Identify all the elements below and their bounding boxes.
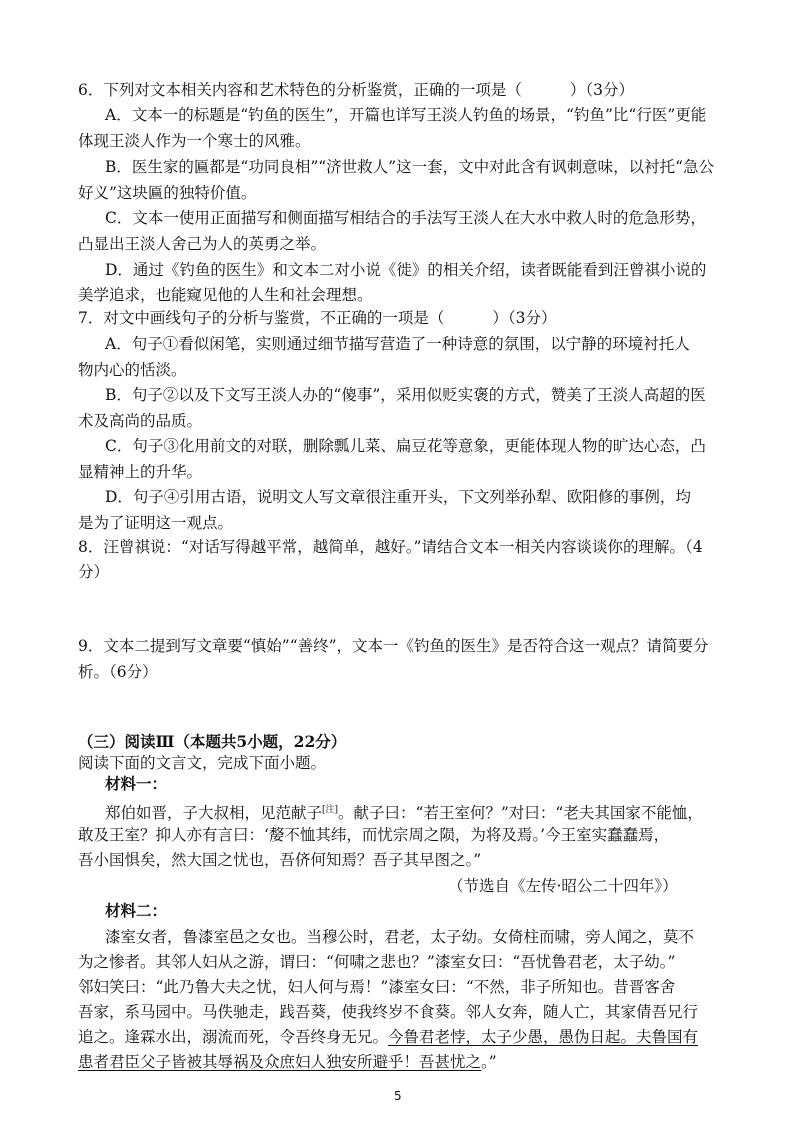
material-2-line-2: 为之惨者。其邻人妇从之游，谓曰：“何啸之悲也？”漆室女曰：“吾忧鲁君老，太子幼。” [78,953,676,971]
question-9-cont: 析。（6分） [78,663,158,681]
q6-option-c-cont: 凸显出王淡人舍己为人的英勇之举。 [78,235,327,253]
material-2-line-6 [78,1052,497,1072]
m1-l1-text-b: 。献子曰：“若王室何？”对曰：“老夫其国家不能恤， [338,804,703,823]
page-number: 5 [394,1089,402,1103]
material-2-line-1: 漆室女者，鲁漆室邑之女也。当穆公时，君老，太子幼。女倚柱而啸，旁人闻之，莫不 [105,928,695,946]
q7-option-d-cont: 是为了证明这一观点。 [78,514,234,532]
underlined-sentence: 今鲁君老悖，太子少愚，愚伪日起。夫鲁国有 [388,1028,699,1046]
q6-option-b-cont: 好义”这块匾的独特价值。 [78,184,257,202]
material-1-line-2: 敢及王室？抑人亦有言曰：‘嫠不恤其纬，而忧宗周之陨，为将及焉。’今王室实蠢蠢焉， [78,826,670,844]
q6-option-c: C．文本一使用正面描写和侧面描写相结合的手法写王淡人在大水中救人时的危急形势， [105,209,706,227]
question-9: 9．文本二提到写文章要“慎始”“善终”，文本一《钓鱼的医生》是否符合这一观点？请简要分 [78,637,709,655]
q6-stem-text: 6．下列对文本相关内容和艺术特色的分析鉴赏，正确的一项是（ [78,81,522,99]
material-1-source: （节选自《左传·昭公二十四年》） [448,877,678,895]
q6-option-d: D．通过《钓鱼的医生》和文本二对小说《徙》的相关介绍，读者既能看到汪曾祺小说的 [105,261,707,279]
material-1-line-1 [105,800,703,823]
section-3-heading: （三）阅读Ⅲ（本题共5小题，22分） [78,732,347,751]
m2-l5-text: 追之。逢霖水出，溺流而死，令吾终身无兄。 [78,1028,389,1046]
section-3-intro: 阅读下面的文言文，完成下面小题。 [78,754,327,772]
m2-l6-text: 。” [481,1053,497,1071]
material-2-line-5 [78,1027,698,1047]
q7-option-c-cont: 显精神上的升华。 [78,463,203,481]
question-8-cont: 分） [78,563,110,581]
q6-score: ）（3分） [569,81,634,99]
q7-option-d: D．句子④引用古语，说明文人写文章很注重开头，下文列举孙犁、欧阳修的事例，均 [105,488,691,506]
material-2-title: 材料二： [105,901,168,920]
q7-option-a-cont: 物内心的恬淡。 [78,361,187,379]
q6-option-d-cont: 美学追求，也能窥见他的人生和社会理想。 [78,286,373,304]
question-6-stem [78,80,634,100]
footnote-marker: [注] [322,805,339,815]
question-7-stem [78,308,557,328]
q7-score: ）（3分） [492,309,557,327]
q7-option-b: B．句子②以及下文写王淡人办的“傻事”，采用似贬实褒的方式，赞美了王淡人高超的医 [105,386,706,404]
m1-l1-text-a: 郑伯如晋，子大叔相，见范献子 [105,804,323,823]
material-1-title: 材料一： [105,774,168,793]
q7-option-a: A．句子①看似闲笔，实则通过细节描写营造了一种诗意的氛围，以宁静的环境衬托人 [105,335,690,353]
q6-option-a-cont: 体现王淡人作为一个寒士的风雅。 [78,132,311,150]
q6-option-a: A．文本一的标题是“钓鱼的医生”，开篇也详写王淡人钓鱼的场景，“钓鱼”比“行医”更能 [105,106,707,124]
material-1-line-3: 吾小国惧矣，然大国之忧也，吾侪何知焉？吾子其早图之。” [78,851,482,869]
q7-stem-text: 7．对文中画线句子的分析与鉴赏，不正确的一项是（ [78,309,445,327]
material-2-line-3: 邻妇笑曰：“此乃鲁大夫之忧，妇人何与焉！”漆室女曰：“不然，非子所知也。昔晋客舍 [78,978,676,996]
material-2-line-4: 吾家，系马园中。马佚驰走，践吾葵，使我终岁不食葵。邻人女奔，随人亡，其家倩吾兄行 [78,1003,699,1021]
underlined-sentence-cont: 患者君臣父子皆被其辱祸及众庶妇人独安所避乎！吾甚忧之 [78,1053,482,1071]
q7-option-b-cont: 术及高尚的品质。 [78,412,203,430]
q6-option-b: B．医生家的匾都是“功同良相”“济世救人”这一套，文中对此含有讽刺意味，以衬托“急公 [105,158,715,176]
question-8: 8．汪曾祺说：“对话写得越平常，越简单，越好。”请结合文本一相关内容谈谈你的理解。（4 [78,538,703,556]
q7-option-c: C．句子③化用前文的对联，删除瓢儿菜、扁豆花等意象，更能体现人物的旷达心态，凸 [105,437,706,455]
